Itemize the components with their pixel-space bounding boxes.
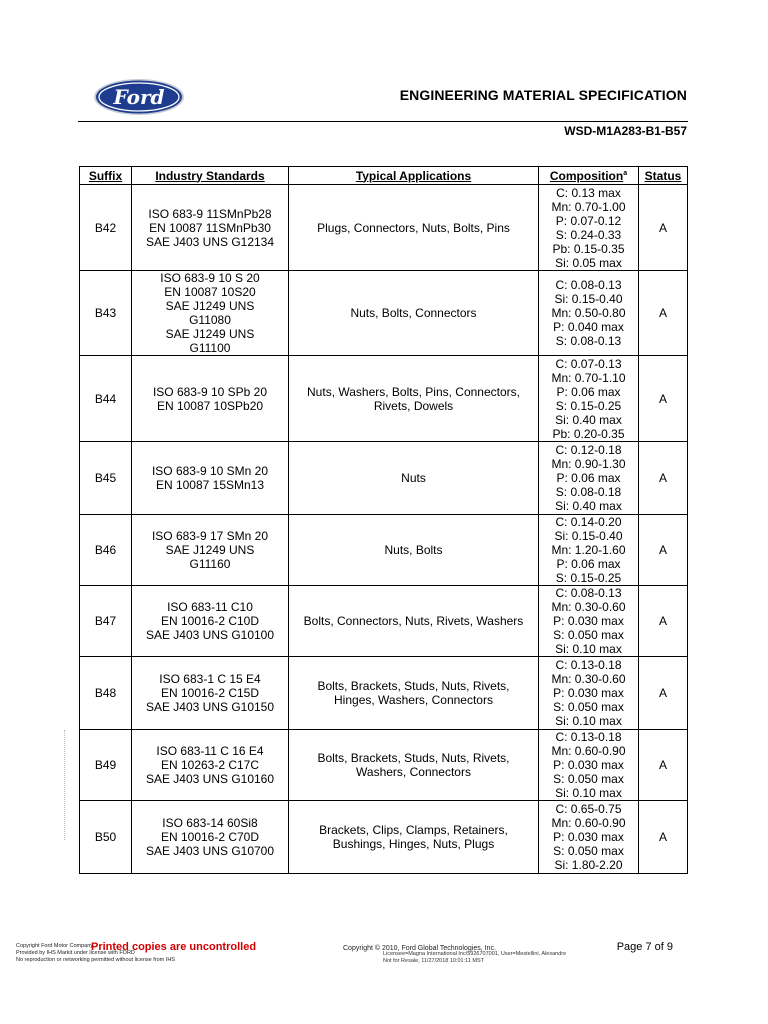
status-cell: A (639, 185, 688, 271)
composition-line: P: 0.030 max (553, 758, 624, 772)
footer-line: No reproduction or networking permitted without license from IHS (16, 957, 175, 963)
header-composition-label: Composition (549, 168, 624, 183)
logo-text: Ford (113, 85, 165, 109)
composition-line: C: 0.07-0.13 (555, 356, 622, 371)
composition-line: P: 0.030 max (553, 830, 624, 844)
composition-line: Si: 0.15-0.40 (554, 529, 623, 543)
composition-line: Si: 0.10 max (555, 786, 622, 800)
standard-line: ISO 683-9 11SMnPb28 (148, 206, 272, 221)
footer-line: Copyright Ford Motor Company (16, 943, 94, 949)
composition-line: S: 0.15-0.25 (555, 571, 622, 585)
application-line: Bolts, Brackets, Studs, Nuts, Rivets, (317, 751, 510, 765)
standard-line: EN 10087 10SPb20 (156, 398, 264, 413)
footer-copyright: Copyright © 2010, Ford Global Technologies, Inc. (343, 945, 496, 952)
composition-line: Mn: 0.30-0.60 (551, 600, 626, 614)
composition-line: S: 0.050 max (553, 628, 624, 642)
application-line: Nuts, Washers, Bolts, Pins, Connectors, (307, 384, 520, 399)
composition-line: C: 0.12-0.18 (555, 443, 622, 457)
composition-line: Mn: 0.60-0.90 (551, 744, 626, 758)
typical-applications-cell (289, 185, 539, 271)
industry-standards-cell (132, 442, 289, 515)
application-line: Bolts, Connectors, Nuts, Rivets, Washers (303, 614, 524, 628)
application-line: Washers, Connectors (356, 765, 471, 779)
composition-line: S: 0.24-0.33 (555, 227, 622, 242)
composition-cell (539, 271, 639, 356)
suffix-cell: B50 (80, 801, 132, 874)
composition-line: P: 0.030 max (553, 686, 624, 700)
composition-line: Mn: 1.20-1.60 (551, 543, 626, 557)
composition-cell (539, 730, 639, 801)
composition-line: S: 0.050 max (553, 772, 624, 786)
typical-applications-cell (289, 730, 539, 801)
composition-cell (539, 442, 639, 515)
application-line: Hinges, Washers, Connectors (334, 693, 493, 707)
composition-line: P: 0.07-0.12 (555, 213, 622, 228)
composition-line: Pb: 0.20-0.35 (552, 426, 625, 441)
table-row (80, 271, 688, 356)
composition-cell (539, 801, 639, 874)
industry-standards-cell (132, 586, 289, 657)
composition-line: Pb: 0.15-0.35 (552, 241, 625, 256)
table-row (80, 442, 688, 515)
typical-applications-cell (289, 356, 539, 442)
composition-line: S: 0.08-0.18 (555, 485, 622, 499)
standard-line: ISO 683-9 10 SMn 20 (151, 464, 269, 478)
composition-line: Si: 0.05 max (555, 255, 622, 270)
composition-line: Mn: 0.50-0.80 (551, 306, 626, 320)
standard-line: EN 10087 10S20 (164, 285, 256, 299)
margin-mark (64, 730, 69, 840)
composition-line: Mn: 0.90-1.30 (551, 457, 626, 471)
table-header-row (80, 167, 688, 185)
standard-line: ISO 683-11 C 16 E4 (156, 744, 264, 758)
composition-line: C: 0.08-0.13 (555, 586, 622, 600)
composition-line: P: 0.040 max (553, 320, 624, 334)
status-cell: A (639, 271, 688, 356)
composition-line: Mn: 0.60-0.90 (551, 816, 626, 830)
application-line: Rivets, Dowels (373, 398, 454, 413)
standard-line: SAE J403 UNS G10150 (145, 700, 275, 714)
suffix-cell: B49 (80, 730, 132, 801)
typical-applications-cell (289, 442, 539, 515)
composition-line: Si: 0.15-0.40 (554, 292, 623, 306)
table-row (80, 356, 688, 442)
standard-line: EN 10016-2 C15D (160, 686, 260, 700)
composition-line: Mn: 0.70-1.00 (551, 199, 626, 214)
status-cell: A (639, 657, 688, 730)
standard-line: G11160 (189, 557, 231, 571)
license-line: Not for Resale, 11/27/2018 10:01:11 MST (383, 958, 484, 964)
specification-table (79, 166, 688, 874)
suffix-cell: B48 (80, 657, 132, 730)
table-row (80, 515, 688, 586)
standard-line: SAE J403 UNS G10700 (145, 844, 275, 858)
application-line: Plugs, Connectors, Nuts, Bolts, Pins (317, 220, 510, 235)
uncontrolled-copies-notice: Printed copies are uncontrolled (91, 941, 257, 953)
composition-line: C: 0.65-0.75 (555, 802, 622, 816)
suffix-cell: B42 (80, 185, 132, 271)
status-cell: A (639, 515, 688, 586)
composition-line: Si: 0.40 max (555, 412, 622, 427)
standard-line: G11100 (189, 341, 231, 355)
industry-standards-cell (132, 185, 289, 271)
status-cell: A (639, 442, 688, 515)
standard-line: EN 10087 15SMn13 (155, 478, 265, 492)
table-row (80, 730, 688, 801)
composition-line: S: 0.050 max (553, 700, 624, 714)
composition-line: S: 0.050 max (553, 844, 624, 858)
composition-line: Mn: 0.70-1.10 (551, 370, 626, 385)
industry-standards-cell (132, 730, 289, 801)
industry-standards-cell (132, 657, 289, 730)
application-line: Bolts, Brackets, Studs, Nuts, Rivets, (317, 679, 510, 693)
table-row (80, 657, 688, 730)
composition-line: Si: 1.80-2.20 (554, 858, 623, 872)
footer-license (383, 951, 566, 965)
composition-line: C: 0.13-0.18 (555, 730, 622, 744)
typical-applications-cell (289, 801, 539, 874)
composition-cell (539, 657, 639, 730)
table-row (80, 801, 688, 874)
standard-line: EN 10016-2 C10D (160, 614, 260, 628)
header-industry-standards: Industry Standards (132, 167, 289, 185)
header-suffix: Suffix (80, 167, 132, 185)
suffix-cell: B44 (80, 356, 132, 442)
typical-applications-cell (289, 657, 539, 730)
header-typical-applications: Typical Applications (289, 167, 539, 185)
composition-line: Si: 0.40 max (555, 499, 622, 513)
suffix-cell: B45 (80, 442, 132, 515)
standard-line: SAE J1249 UNS (165, 543, 255, 557)
header-status: Status (639, 167, 688, 185)
standard-line: SAE J403 UNS G10160 (145, 772, 275, 786)
standard-line: ISO 683-11 C10 (167, 600, 253, 614)
composition-line: P: 0.06 max (556, 384, 621, 399)
table-row (80, 586, 688, 657)
industry-standards-cell (132, 356, 289, 442)
standard-line: SAE J403 UNS G12134 (145, 234, 275, 249)
standard-line: EN 10263-2 C17C (160, 758, 260, 772)
application-line: Nuts (401, 471, 426, 485)
application-line: Bushings, Hinges, Nuts, Plugs (332, 837, 495, 851)
footer-line: Provided by IHS Markit under license with FORD (16, 950, 135, 956)
document-id: WSD-M1A283-B1-B57 (564, 124, 687, 138)
table-row (80, 185, 688, 271)
status-cell: A (639, 356, 688, 442)
composition-line: C: 0.13 max (556, 185, 621, 200)
suffix-cell: B43 (80, 271, 132, 356)
composition-cell (539, 515, 639, 586)
composition-line: P: 0.06 max (556, 557, 621, 571)
typical-applications-cell (289, 586, 539, 657)
license-line: Licensee=Magna International Inc/5926707001, User=Mestellini, Alexandre (383, 951, 567, 957)
suffix-cell: B47 (80, 586, 132, 657)
standard-line: ISO 683-14 60Si8 (162, 816, 258, 830)
composition-line: C: 0.13-0.18 (555, 658, 622, 672)
header-composition: Compositiona (539, 167, 639, 185)
standard-line: SAE J1249 UNS (165, 299, 255, 313)
composition-line: P: 0.06 max (556, 471, 621, 485)
typical-applications-cell (289, 515, 539, 586)
composition-line: Mn: 0.30-0.60 (551, 672, 626, 686)
composition-line: S: 0.15-0.25 (555, 398, 622, 413)
standard-line: G11080 (189, 313, 231, 327)
header-rule (78, 121, 688, 122)
standard-line: SAE J403 UNS G10100 (145, 628, 275, 642)
page-number: Page 7 of 9 (616, 941, 673, 953)
composition-line: Si: 0.10 max (555, 642, 622, 656)
standard-line: EN 10087 11SMnPb30 (149, 220, 271, 235)
status-cell: A (639, 801, 688, 874)
typical-applications-cell (289, 271, 539, 356)
composition-cell (539, 356, 639, 442)
composition-cell (539, 185, 639, 271)
suffix-cell: B46 (80, 515, 132, 586)
application-line: Nuts, Bolts, Connectors (350, 306, 477, 320)
standard-line: ISO 683-1 C 15 E4 (159, 672, 261, 686)
industry-standards-cell (132, 801, 289, 874)
table-body (80, 185, 688, 874)
document-title: ENGINEERING MATERIAL SPECIFICATION (399, 87, 687, 103)
composition-line: C: 0.14-0.20 (555, 515, 622, 529)
composition-line: C: 0.08-0.13 (555, 278, 622, 292)
ford-logo (93, 78, 185, 116)
standard-line: ISO 683-9 10 SPb 20 (152, 384, 268, 399)
composition-line: P: 0.030 max (553, 614, 624, 628)
standard-line: ISO 683-9 17 SMn 20 (151, 529, 269, 543)
standard-line: EN 10016-2 C70D (160, 830, 260, 844)
standard-line: SAE J1249 UNS (165, 327, 255, 341)
application-line: Brackets, Clips, Clamps, Retainers, (319, 823, 508, 837)
status-cell: A (639, 730, 688, 801)
composition-line: Si: 0.10 max (555, 714, 622, 728)
composition-cell (539, 586, 639, 657)
industry-standards-cell (132, 515, 289, 586)
composition-line: S: 0.08-0.13 (555, 334, 622, 348)
industry-standards-cell (132, 271, 289, 356)
standard-line: ISO 683-9 10 S 20 (160, 271, 260, 285)
status-cell: A (639, 586, 688, 657)
application-line: Nuts, Bolts (384, 543, 443, 557)
